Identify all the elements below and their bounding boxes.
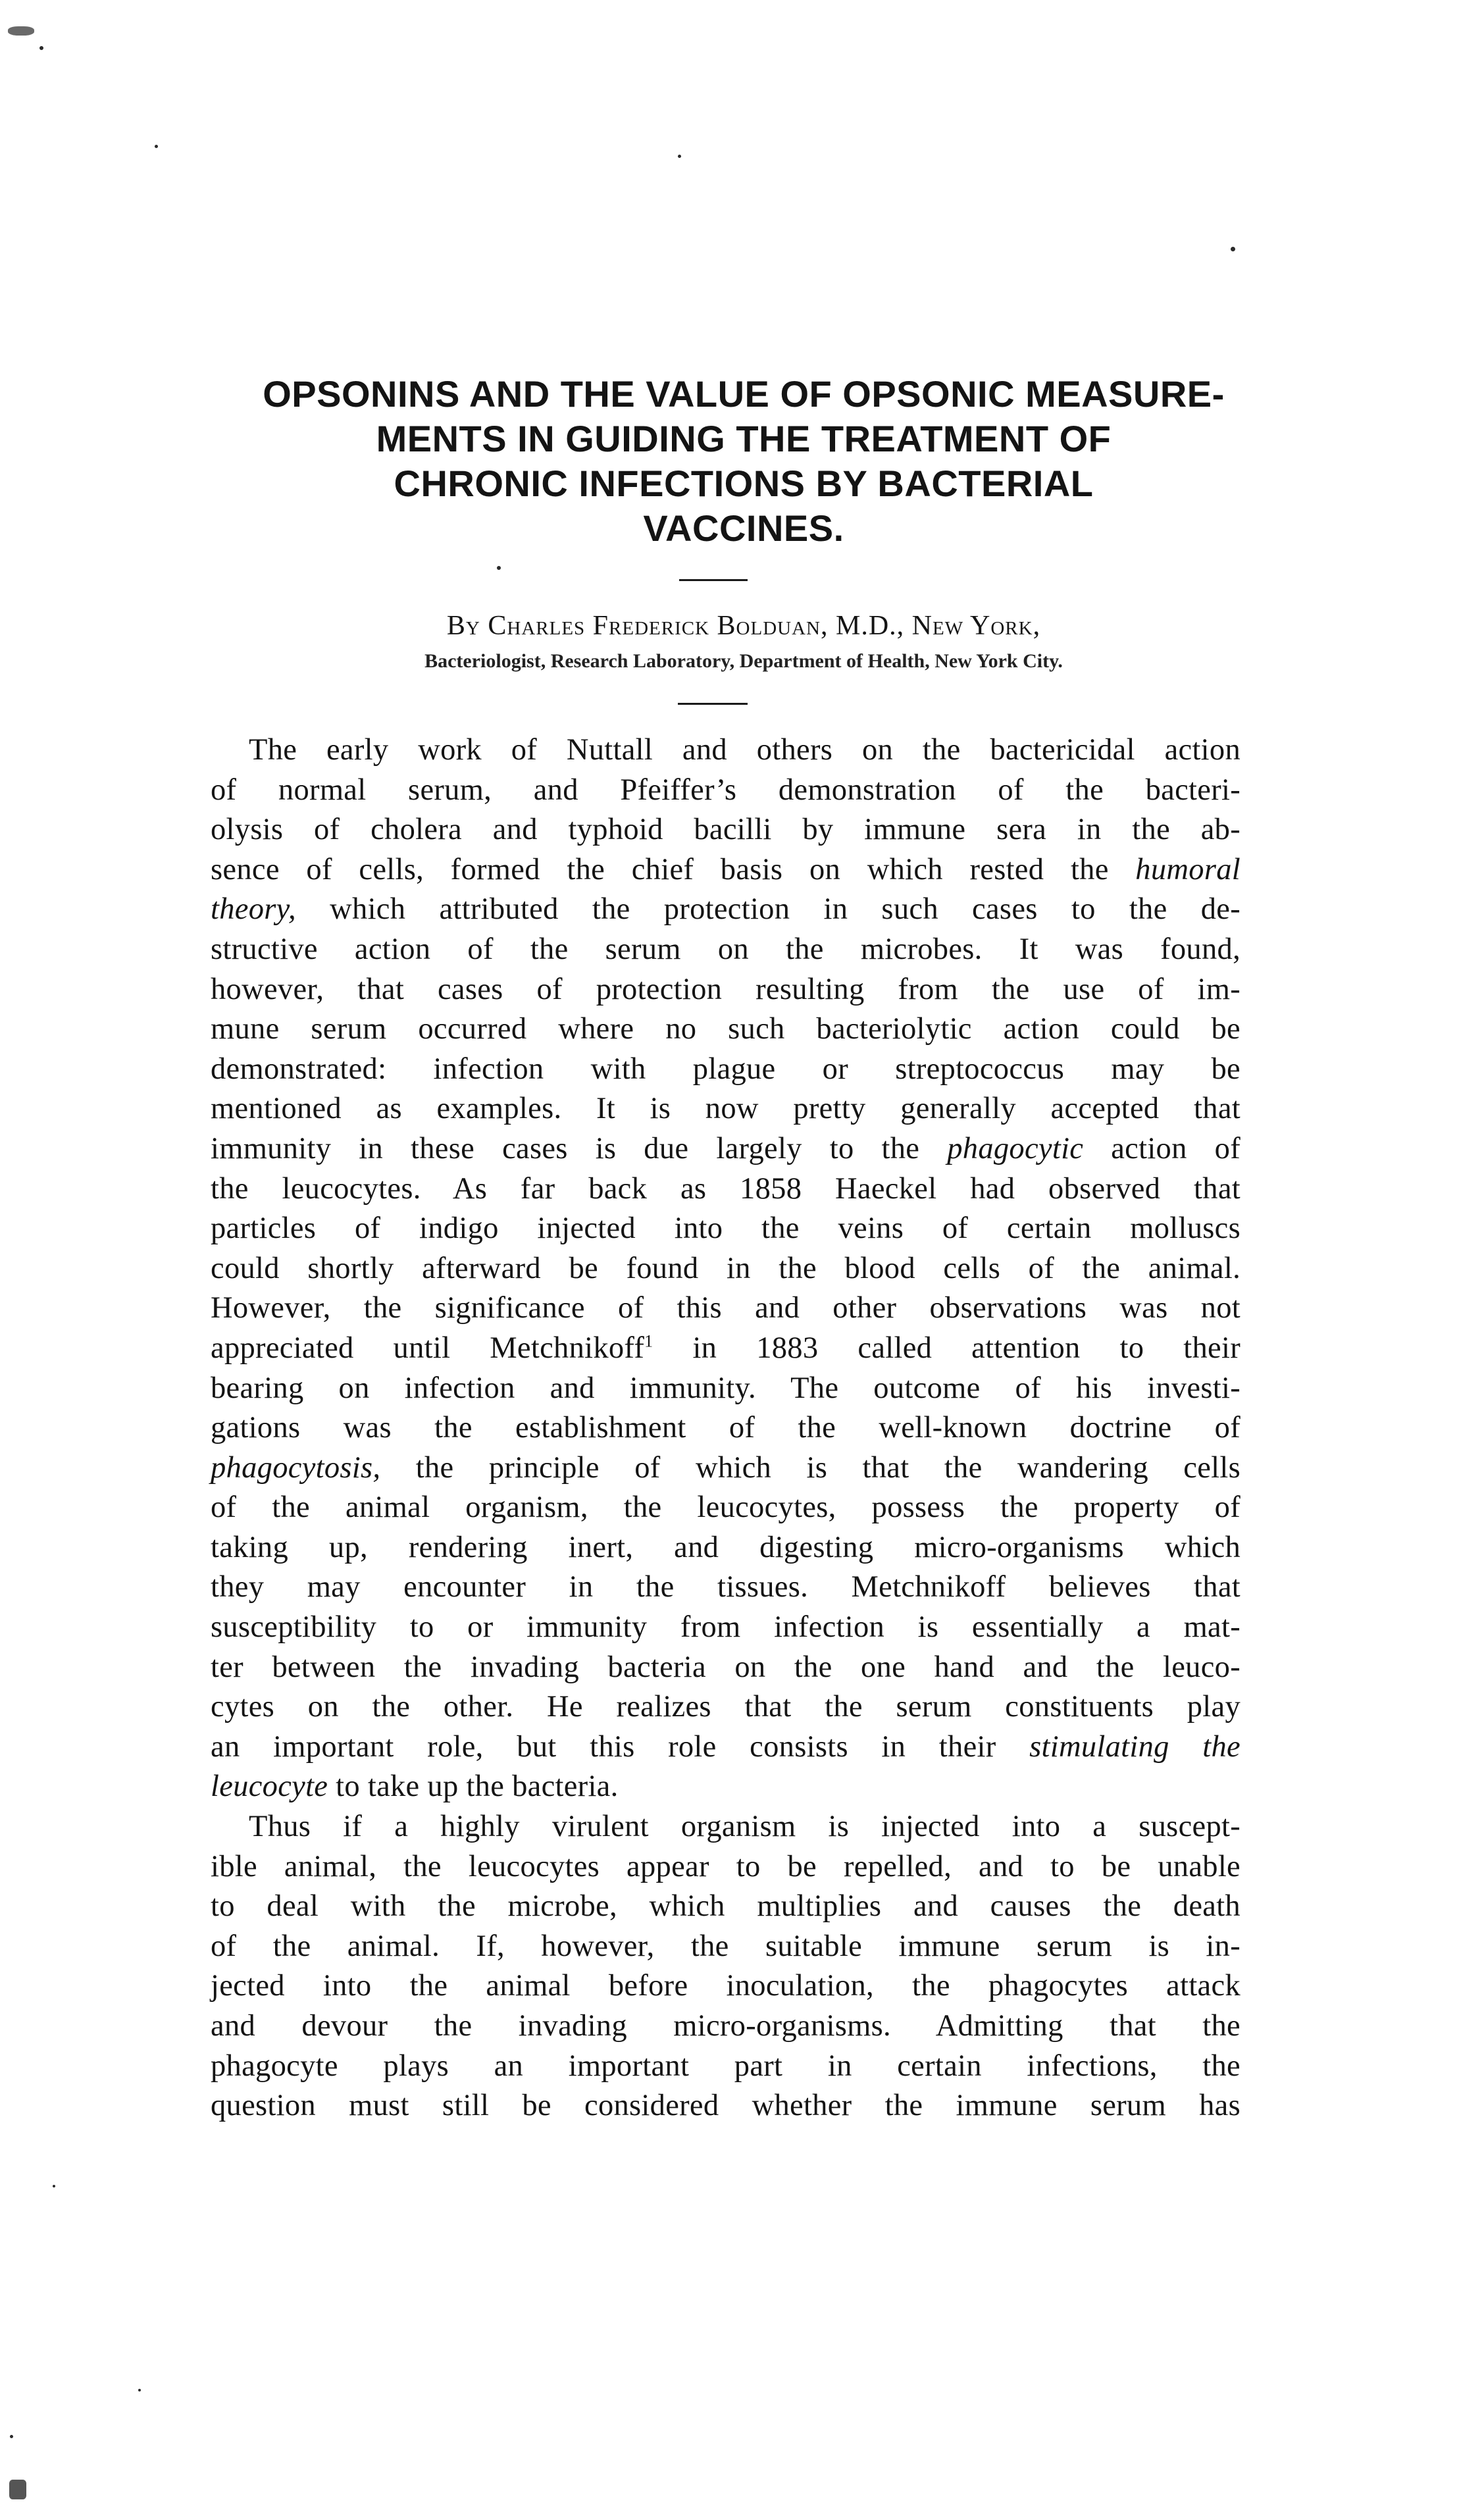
body-line: question must still be considered whether the immune serum has <box>211 2089 1241 2123</box>
body-line: olysis of cholera and typhoid bacilli by immune sera in the ab- <box>211 813 1241 847</box>
body-line: the leucocytes. As far back as 1858 Haeckel had observed that <box>211 1171 1241 1206</box>
title-line: OPSONINS AND THE VALUE OF OPSONIC MEASURE- <box>263 373 1225 415</box>
byline-divider <box>678 703 748 705</box>
scan-speck <box>8 26 34 36</box>
body-text-run: an important role, but this role consists in their <box>211 1729 1030 1764</box>
body-line: taking up, rendering inert, and digesting micro-organisms which <box>211 1530 1241 1564</box>
body-text-run: in 1883 called attention to their <box>653 1331 1241 1365</box>
italic-term: theory, <box>211 892 296 927</box>
body-line: However, the significance of this and other observations was not <box>211 1291 1241 1325</box>
body-text-run: appreciated until Metchnikoff <box>211 1331 645 1365</box>
body-text-run: immunity in these cases is due largely to the <box>211 1131 948 1165</box>
body-line: could shortly afterward be found in the blood cells of the animal. <box>211 1251 1241 1285</box>
body-line: mune serum occurred where no such bacteriolytic action could be <box>211 1012 1241 1046</box>
body-line <box>211 1767 1241 1807</box>
italic-term: leucocyte <box>211 1770 328 1804</box>
scan-speck <box>10 2435 13 2438</box>
author-affiliation: Bacteriologist, Research Laboratory, Department of Health, New York City. <box>424 650 1063 672</box>
scan-speck <box>39 46 43 50</box>
italic-term: phagocytic <box>947 1131 1084 1165</box>
body-line <box>211 1727 1241 1768</box>
title-line: VACCINES. <box>643 507 844 549</box>
body-line: they may encounter in the tissues. Metchnikoff believes that <box>211 1570 1241 1604</box>
italic-term: phagocytosis, <box>211 1450 381 1485</box>
title-line: MENTS IN GUIDING THE TREATMENT OF <box>376 418 1112 459</box>
body-line: ible animal, the leucocytes appear to be repelled, and to be unable <box>211 1849 1241 1883</box>
body-line: mentioned as examples. It is now pretty generally accepted that <box>211 1092 1241 1126</box>
author-city: New York <box>911 611 1033 641</box>
body-text-run: which attributed the protection in such cases to the de- <box>295 892 1241 927</box>
body-line: structive action of the serum on the microbes. It was found, <box>211 932 1241 966</box>
body-line: ter between the invading bacteria on the one hand and the leuco- <box>211 1650 1241 1684</box>
body-line <box>211 1129 1241 1169</box>
body-line: The early work of Nuttall and others on the bactericidal action <box>249 733 1241 767</box>
body-line: however, that cases of protection resulting from the use of im- <box>211 972 1241 1006</box>
article-title <box>197 372 1290 551</box>
byline-prefix: By <box>446 611 488 641</box>
byline-suffix: , <box>1033 611 1041 641</box>
body-line: demonstrated: infection with plague or streptococcus may be <box>211 1052 1241 1086</box>
body-line <box>211 1448 1241 1489</box>
body-line: gations was the establishment of the well-known doctrine of <box>211 1411 1241 1445</box>
body-line: of the animal organism, the leucocytes, possess the property of <box>211 1491 1241 1525</box>
author-name: Charles Frederick Bolduan <box>488 611 821 641</box>
body-line: Thus if a highly virulent organism is injected into a suscept- <box>249 1810 1241 1844</box>
italic-term: humoral <box>1135 852 1241 886</box>
scan-speck <box>678 155 681 158</box>
body-text-run: action of <box>1083 1131 1241 1165</box>
body-line <box>211 890 1241 930</box>
body-line: phagocyte plays an important part in certain infections, the <box>211 2049 1241 2083</box>
title-line: CHRONIC INFECTIONS BY BACTERIAL <box>394 463 1094 504</box>
scan-speck <box>53 2185 55 2187</box>
body-line: jected into the animal before inoculation, the phagocytes attack <box>211 1969 1241 2003</box>
body-line: bearing on infection and immunity. The outcome of his investi- <box>211 1371 1241 1405</box>
scan-speck <box>138 2389 141 2391</box>
scan-speck <box>497 566 501 570</box>
byline <box>197 609 1290 643</box>
title-divider <box>679 579 748 581</box>
body-line <box>211 1329 1241 1369</box>
author-degree: , M.D., <box>820 611 912 641</box>
scan-speck <box>155 145 158 148</box>
body-line <box>211 850 1241 890</box>
article-body <box>211 730 1241 2126</box>
body-line: susceptibility to or immunity from infection is essentially a mat- <box>211 1610 1241 1645</box>
body-line: of the animal. If, however, the suitable immune serum is in- <box>211 1929 1241 1963</box>
body-text-run: the principle of which is that the wandering cells <box>380 1450 1241 1485</box>
body-line: cytes on the other. He realizes that the serum constituents play <box>211 1690 1241 1724</box>
body-line: and devour the invading micro-organisms. Admitting that the <box>211 2009 1241 2043</box>
body-line: particles of indigo injected into the veins of certain molluscs <box>211 1212 1241 1246</box>
body-text-run: to take up the bacteria. <box>328 1770 619 1804</box>
scan-speck <box>1231 247 1235 251</box>
italic-term: stimulating the <box>1029 1729 1241 1764</box>
body-line: to deal with the microbe, which multiplies and causes the death <box>211 1889 1241 1924</box>
scan-speck <box>9 2480 26 2499</box>
body-text-run: sence of cells, formed the chief basis on which rested the <box>211 852 1136 886</box>
body-line: of normal serum, and Pfeiffer’s demonstration of the bacteri- <box>211 773 1241 807</box>
footnote-marker: 1 <box>644 1331 653 1351</box>
